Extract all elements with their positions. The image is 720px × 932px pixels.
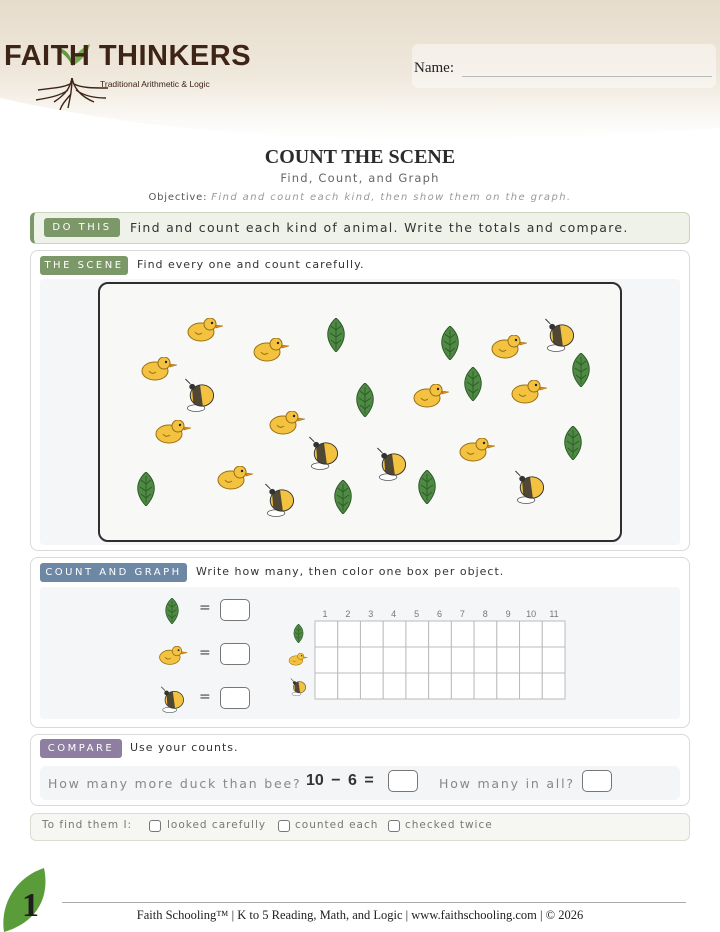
checkbox[interactable] (149, 820, 161, 832)
graph-cell[interactable] (429, 621, 452, 647)
checklist-lead: To find them I: (42, 819, 133, 831)
graph-cell[interactable] (406, 673, 429, 699)
duck-icon[interactable] (458, 438, 496, 464)
leaf-icon[interactable] (354, 383, 376, 417)
graph-cell[interactable] (451, 621, 474, 647)
count-graph-tag: COUNT AND GRAPH (40, 563, 187, 582)
bee-icon[interactable] (544, 318, 574, 352)
duck-icon (158, 646, 188, 667)
footer-rule (62, 902, 686, 903)
duck-icon[interactable] (490, 335, 528, 361)
total-answer-box[interactable] (582, 770, 612, 792)
checklist-item: looked carefully (167, 819, 267, 831)
graph-column-number: 10 (526, 609, 537, 619)
checklist-item: checked twice (405, 819, 493, 831)
bee-icon[interactable] (308, 436, 338, 470)
duck-icon[interactable] (216, 466, 254, 492)
brand-tagline: Traditional Arithmetic & Logic (100, 79, 210, 89)
duck-icon[interactable] (154, 420, 192, 446)
graph-cell[interactable] (315, 673, 338, 699)
graph-cell[interactable] (542, 621, 565, 647)
graph-cell[interactable] (360, 647, 383, 673)
graph-cell[interactable] (360, 673, 383, 699)
duck-icon[interactable] (140, 357, 178, 383)
total-question: How many in all? (439, 776, 575, 791)
difference-question: How many more duck than bee? (48, 776, 302, 791)
duck-icon[interactable] (510, 380, 548, 406)
graph-cell[interactable] (520, 621, 543, 647)
leaf-icon[interactable] (570, 353, 592, 387)
graph-cell[interactable] (338, 647, 361, 673)
objective-text: Find and count each kind, then show them on the graph. (211, 192, 572, 203)
graph-column-number: 8 (482, 609, 488, 619)
graph-cell[interactable] (383, 621, 406, 647)
duck-icon (288, 653, 308, 667)
graph-cell[interactable] (542, 673, 565, 699)
difference-expression: 10 − 6 = (306, 772, 374, 789)
leaf-icon[interactable] (562, 426, 584, 460)
graph-column-number: 7 (459, 609, 465, 619)
do-this-tag: DO THIS (44, 218, 120, 237)
worksheet-title: COUNT THE SCENE (264, 146, 456, 168)
leaf-icon[interactable] (439, 326, 461, 360)
worksheet-subtitle: Find, Count, and Graph (280, 171, 440, 185)
graph-column-number: 11 (549, 609, 559, 619)
graph-cell[interactable] (429, 647, 452, 673)
equals-sign: = (199, 689, 211, 705)
name-field-area (412, 44, 716, 88)
graph-cell[interactable] (383, 673, 406, 699)
graph-column-number: 2 (345, 609, 351, 619)
graph-cell[interactable] (474, 673, 497, 699)
duck-icon[interactable] (252, 338, 290, 364)
leaf-icon[interactable] (462, 367, 484, 401)
bee-icon[interactable] (514, 470, 544, 504)
page-number: 1 (22, 887, 39, 924)
graph-cell[interactable] (451, 673, 474, 699)
leaf-count-box[interactable] (220, 599, 250, 621)
bee-icon (160, 686, 184, 713)
graph-cell[interactable] (497, 673, 520, 699)
footer-text: Faith Schooling™ | K to 5 Reading, Math, and Logic | www.faithschooling.com | © 2026 (136, 908, 584, 922)
graph-cell[interactable] (338, 673, 361, 699)
duck-count-box[interactable] (220, 643, 250, 665)
instruction-text: Find and count each kind of animal. Write the totals and compare. (130, 220, 629, 235)
graph-column-number: 3 (368, 609, 374, 619)
brand-name: FAITH THINKERS (4, 40, 252, 72)
graph-cell[interactable] (429, 673, 452, 699)
leaf-icon[interactable] (135, 472, 157, 506)
graph-column-number: 5 (414, 609, 420, 619)
leaf-icon[interactable] (332, 480, 354, 514)
scene-instruction: Find every one and count carefully. (137, 258, 365, 271)
graph-column-number: 4 (391, 609, 397, 619)
duck-icon[interactable] (268, 411, 306, 437)
name-input-line[interactable] (462, 76, 712, 77)
objective-label: Objective: (148, 192, 208, 203)
graph-cell[interactable] (315, 621, 338, 647)
graph-cell[interactable] (360, 621, 383, 647)
graph-cell[interactable] (315, 647, 338, 673)
duck-icon[interactable] (186, 318, 224, 344)
picture-graph-grid[interactable] (314, 620, 566, 700)
leaf-icon[interactable] (416, 470, 438, 504)
checklist-item: counted each (295, 819, 379, 831)
compare-tag: COMPARE (40, 739, 122, 758)
bee-icon[interactable] (184, 378, 214, 412)
bee-icon[interactable] (264, 483, 294, 517)
graph-column-number: 1 (322, 609, 328, 619)
bee-icon[interactable] (376, 447, 406, 481)
graph-cell[interactable] (406, 621, 429, 647)
leaf-icon[interactable] (325, 318, 347, 352)
equals-sign: = (199, 600, 211, 616)
duck-icon[interactable] (412, 384, 450, 410)
graph-cell[interactable] (338, 621, 361, 647)
graph-cell[interactable] (451, 647, 474, 673)
graph-cell[interactable] (520, 647, 543, 673)
equals-sign: = (199, 645, 211, 661)
graph-column-number: 6 (436, 609, 442, 619)
leaf-icon (163, 598, 181, 624)
checkbox[interactable] (278, 820, 290, 832)
compare-instruction: Use your counts. (130, 741, 239, 754)
count-graph-instruction: Write how many, then color one box per object. (196, 565, 505, 578)
graph-cell[interactable] (474, 621, 497, 647)
graph-cell[interactable] (383, 647, 406, 673)
bee-count-box[interactable] (220, 687, 250, 709)
scene-tag: THE SCENE (40, 256, 128, 275)
graph-column-number: 9 (505, 609, 511, 619)
name-label: Name: (414, 60, 454, 76)
bee-icon (290, 678, 306, 696)
graph-cell[interactable] (520, 673, 543, 699)
checkbox[interactable] (388, 820, 400, 832)
graph-cell[interactable] (542, 647, 565, 673)
objective-line (0, 192, 720, 203)
graph-cell[interactable] (497, 647, 520, 673)
graph-cell[interactable] (497, 621, 520, 647)
difference-answer-box[interactable] (388, 770, 418, 792)
graph-cell[interactable] (474, 647, 497, 673)
graph-cell[interactable] (406, 647, 429, 673)
leaf-icon (292, 624, 305, 643)
